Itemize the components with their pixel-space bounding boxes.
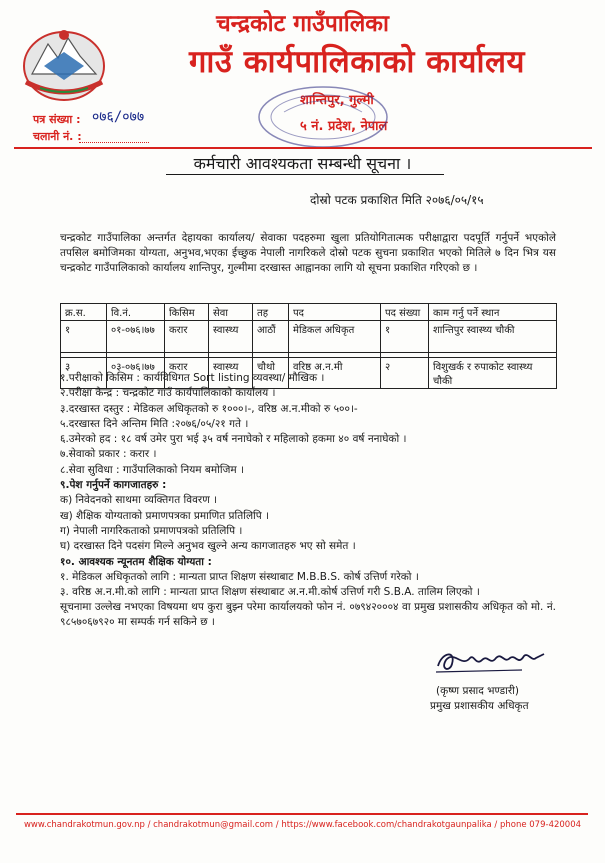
document-item: घ) दरखास्त दिने पदसंग मिल्ने अनुभव खुल्ने अन्य कागजातहरु भए सो समेत । xyxy=(60,540,356,553)
table-header-row xyxy=(61,304,557,321)
table-cell: शान्तिपुर स्वास्थ्य चौकी xyxy=(429,321,557,353)
detail-facilities: ८.सेवा सुविधा : गाउँपालिकाको नियम बमोजिम । xyxy=(60,463,245,476)
document-item: ख) शैक्षिक योग्यताको प्रमाणपत्रका प्रमाणित प्रतिलिपि । xyxy=(60,509,270,522)
letter-number-value: ०७६/०७७ xyxy=(92,109,145,125)
office-address-line1: शान्तिपुर, गुल्मी xyxy=(300,93,374,108)
table-header-cell: क्र.स. xyxy=(61,304,107,321)
notice-intro: चन्द्रकोट गाउँपालिका अन्तर्गत देहायका कार्यालय/ सेवाका पदहरुमा खुला प्रतियोगितात्मक परीक्षाद्वारा पदपूर्ति गर्नुपर्ने भएकोले तपसिल बमोजिमका योग्यता, अनुभव,भएका ईच्छुक नेपाली नागरिकले दोस्रो पटक सुचना प्रकाशित भएको मितिले ७ दिन भित्र यस चन्द्रकोट गाउँपालिकाको कार्यालय शान्तिपुर, गुल्मीमा दरखास्त आह्वानका लागि यो सूचना प्रकाशित गरिएको छ । xyxy=(60,232,556,274)
table-cell: स्वास्थ्य xyxy=(209,358,253,389)
table-header-cell: पद संख्या xyxy=(381,304,429,321)
table-cell: ०३-०७६।७७ xyxy=(107,358,165,389)
document-item: क) निवेदनको साथमा व्यक्तिगत विवरण । xyxy=(60,494,218,507)
signatory-name: (कृष्ण प्रसाद भण्डारी) xyxy=(436,685,519,697)
table-cell: स्वास्थ्य xyxy=(209,321,253,353)
table-cell: मेडिकल अधिकृत xyxy=(289,321,381,353)
table-cell: चौथो xyxy=(253,358,289,389)
table-cell: १ xyxy=(381,321,429,353)
table-header-cell: पद xyxy=(289,304,381,321)
notice-title: कर्मचारी आवश्यकता सम्बन्धी सूचना । xyxy=(193,154,412,173)
letter-number-label: पत्र संख्या : xyxy=(33,113,81,126)
dispatch-number-label: चलानी नं. : xyxy=(33,130,82,143)
table-cell: करार xyxy=(165,358,209,389)
footer-divider xyxy=(16,813,588,815)
table-cell: १ xyxy=(61,321,107,353)
table-cell: ३ xyxy=(61,358,107,389)
table-cell: करार xyxy=(165,321,209,353)
table-row xyxy=(61,321,557,353)
office-address-line2: ५ नं. प्रदेश, नेपाल xyxy=(300,119,388,134)
table-header-cell: काम गर्नु पर्ने स्थान xyxy=(429,304,557,321)
qualification-item: ३. वरिष्ठ अ.न.मी.को लागि : मान्यता प्राप्त शिक्षण संस्थाबाट अ.न.मी.कोर्ष उत्तिर्ण गरी S.B.A. तालिम लिएको । xyxy=(60,586,480,599)
detail-exam-type: १.परीक्षाको किसिम : कार्यविधिगत Sort listing व्यवस्था/ मौखिक । xyxy=(60,372,325,384)
table-cell: आठौं xyxy=(253,321,289,353)
table-header-cell: किसिम xyxy=(165,304,209,321)
detail-service-type: ७.सेवाको प्रकार : करार । xyxy=(60,448,157,461)
table-cell: ०१-०७६।७७ xyxy=(107,321,165,353)
details-list xyxy=(60,371,560,600)
municipality-name: चन्द्रकोट गाउँपालिका xyxy=(216,11,389,37)
detail-deadline: ५.दरखास्त दिने अन्तिम मिति :२०७६/०५/२१ गते । xyxy=(60,417,249,430)
handwritten-signature-icon xyxy=(432,644,552,680)
footer-contact: www.chandrakotmun.gov.np / chandrakotmun@gmail.com / https://www.facebook.com/chandrakotgaunpalika / phone 079-420004 xyxy=(23,820,582,830)
dispatch-number-field xyxy=(79,142,149,143)
detail-age-limit: ६.उमेरको हद : १८ वर्ष उमेर पुरा भई ३५ वर्ष ननाघेको र महिलाको हकमा ४० वर्ष ननाघेको । xyxy=(60,433,407,446)
qualification-item: १. मेडिकल अधिकृतको लागि : मान्यता प्राप्त शिक्षण संस्थाबाट M.B.B.S. कोर्ष उत्तिर्ण गरेको । xyxy=(60,570,419,583)
qualification-heading: १०. आवश्यक न्यूनतम शैक्षिक योग्यता : xyxy=(60,555,212,568)
header-divider xyxy=(14,147,592,149)
office-name: गाउँ कार्यपालिकाको कार्यालय xyxy=(188,44,526,80)
publish-date: दोस्रो पटक प्रकाशित मिति २०७६/०५/१५ xyxy=(310,193,484,207)
signatory-title: प्रमुख प्रशासकीय अधिकृत xyxy=(430,700,529,712)
table-header-cell: वि.नं. xyxy=(107,304,165,321)
detail-exam-center: २.परीक्षा केन्द्र : चन्द्रकोट गाउँ कार्यपालिकाको कार्यालय । xyxy=(60,387,276,400)
table-cell: २ xyxy=(381,358,429,389)
table-header-cell: तह xyxy=(253,304,289,321)
detail-documents-heading: ९.पेश गर्नुपर्ने कागजातहरु : xyxy=(60,479,167,492)
contact-note: सूचनामा उल्लेख नभएका विषयमा थप कुरा बुझ्न परेमा कार्यालयको फोन नं. ०७९४२०००४ वा प्रमुख प्रशासकीय अधिकृत को मो. नं. ९८५७०६७९२० मा सम्पर्क गर्न सकिने छ । xyxy=(60,601,556,628)
table-cell: विशुखर्क र रुपाकोट स्वास्थ्य चौकी xyxy=(429,358,557,389)
notice-title-underline xyxy=(166,174,444,175)
table-header-cell: सेवा xyxy=(209,304,253,321)
table-cell: वरिष्ठ अ.न.मी xyxy=(289,358,381,389)
document-item: ग) नेपाली नागरिकताको प्रमाणपत्रको प्रतिलिपि । xyxy=(60,524,243,537)
detail-application-fee: ३.दरखास्त दस्तुर : मेडिकल अधिकृतको रु १०००।-, वरिष्ठ अ.न.मीको रु ५००।- xyxy=(60,402,358,415)
office-stamp-icon xyxy=(254,82,392,152)
